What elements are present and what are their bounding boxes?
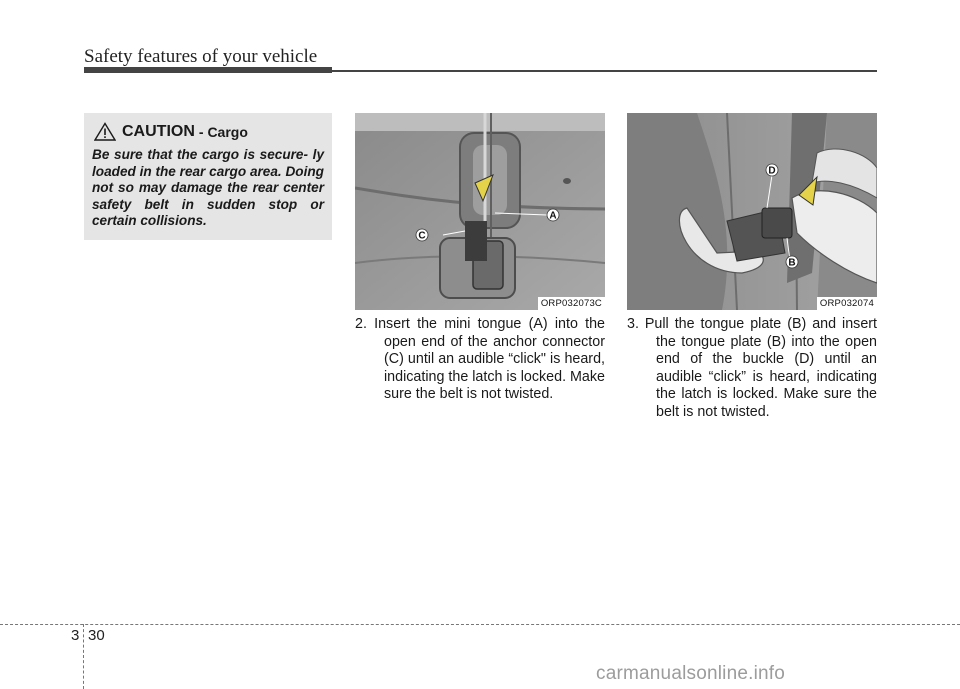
caution-text: Be sure that the cargo is secure- ly loaded in the rear cargo area. Doing not so may damage the rear center safety belt in sudden stop or certain collisions. bbox=[92, 147, 324, 228]
anchor-connector-illustration bbox=[355, 113, 605, 310]
figure-buckle bbox=[627, 113, 877, 310]
watermark: carmanualsonline.info bbox=[596, 663, 786, 684]
figure-code: ORP032073C bbox=[538, 297, 605, 310]
figure-code: ORP032074 bbox=[817, 297, 877, 310]
callout-c-label: C bbox=[418, 230, 426, 242]
page-header-title: Safety features of your vehicle bbox=[84, 46, 318, 67]
caution-title: CAUTION bbox=[122, 122, 195, 140]
warning-triangle-icon bbox=[94, 122, 116, 141]
chapter-number: 3 bbox=[71, 627, 80, 644]
callout-a-label: A bbox=[549, 210, 557, 222]
page-number: 30 bbox=[88, 627, 105, 644]
caution-box bbox=[84, 113, 332, 240]
callout-d-label: D bbox=[768, 165, 776, 177]
callout-b-label: B bbox=[788, 257, 796, 269]
step-3-text: 3. Pull the tongue plate (B) and insert the tongue plate (B) into the open end of the buckle (D) until an audible “click” is heard, indicating the latch is locked. Make sure the belt is not twisted. bbox=[627, 316, 877, 420]
step-2-text: 2. Insert the mini tongue (A) into the open end of the anchor connector (C) until an audible “click" is heard, indicating the latch is locked. Make sure the belt is not twisted. bbox=[355, 316, 605, 403]
caution-subtitle: - Cargo bbox=[198, 123, 248, 140]
header-rule-thin bbox=[84, 70, 877, 72]
caution-heading bbox=[94, 122, 324, 141]
buckle-illustration bbox=[627, 113, 877, 310]
footer-vertical-rule bbox=[83, 624, 84, 689]
figure-anchor-connector bbox=[355, 113, 605, 310]
footer-rule bbox=[0, 624, 960, 625]
